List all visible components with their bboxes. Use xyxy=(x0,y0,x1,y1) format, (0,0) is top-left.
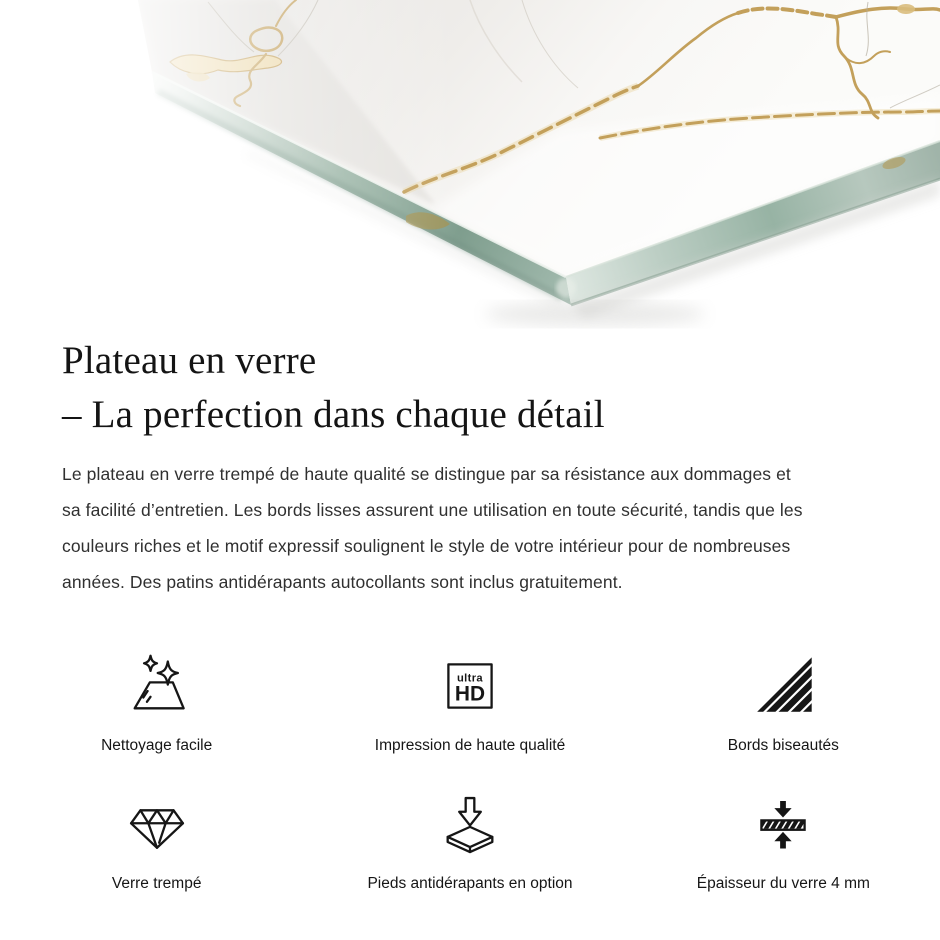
product-description xyxy=(62,456,882,600)
description-line: sa facilité d’entretien. Les bords lisses assurent une utilisation en toute sécurité, tandis que les xyxy=(62,500,803,520)
feature-label: Nettoyage facile xyxy=(101,737,213,754)
feature-label: Verre trempé xyxy=(111,875,202,892)
diamond-icon xyxy=(121,788,193,860)
feature-label: Impression de haute qualité xyxy=(374,737,566,754)
svg-text:HD: HD xyxy=(454,682,486,706)
features-grid xyxy=(0,650,940,894)
feature-easy-cleaning xyxy=(0,650,313,756)
sparkle-surface-icon xyxy=(121,650,193,722)
svg-text:ultra: ultra xyxy=(456,672,483,685)
product-photo xyxy=(0,0,940,332)
beveled-edges-icon xyxy=(747,650,819,722)
feature-tempered-glass xyxy=(0,788,313,894)
feature-label: Épaisseur du verre 4 mm xyxy=(696,875,870,892)
feature-anti-slip-feet xyxy=(313,788,626,894)
page-title xyxy=(62,334,882,442)
feature-beveled-edges xyxy=(627,650,940,756)
ultra-hd-icon xyxy=(434,650,506,722)
description-line: couleurs riches et le motif expressif soulignent le style de votre intérieur pour de nombreuses xyxy=(62,536,791,556)
feature-label: Bords biseautés xyxy=(727,737,839,754)
description-line: Le plateau en verre trempé de haute qualité se distingue par sa résistance aux dommages et xyxy=(62,464,791,484)
glass-panel-illustration xyxy=(0,0,940,332)
glass-thickness-icon xyxy=(747,788,819,860)
feature-print-quality xyxy=(313,650,626,756)
anti-slip-pad-icon xyxy=(434,788,506,860)
intro-section xyxy=(0,334,940,600)
title-line-1: Plateau en verre xyxy=(62,339,317,382)
title-line-2: – La perfection dans chaque détail xyxy=(62,393,605,436)
feature-label: Pieds antidérapants en option xyxy=(367,875,573,892)
feature-glass-thickness xyxy=(627,788,940,894)
description-line: années. Des patins antidérapants autocollants sont inclus gratuitement. xyxy=(62,572,623,592)
